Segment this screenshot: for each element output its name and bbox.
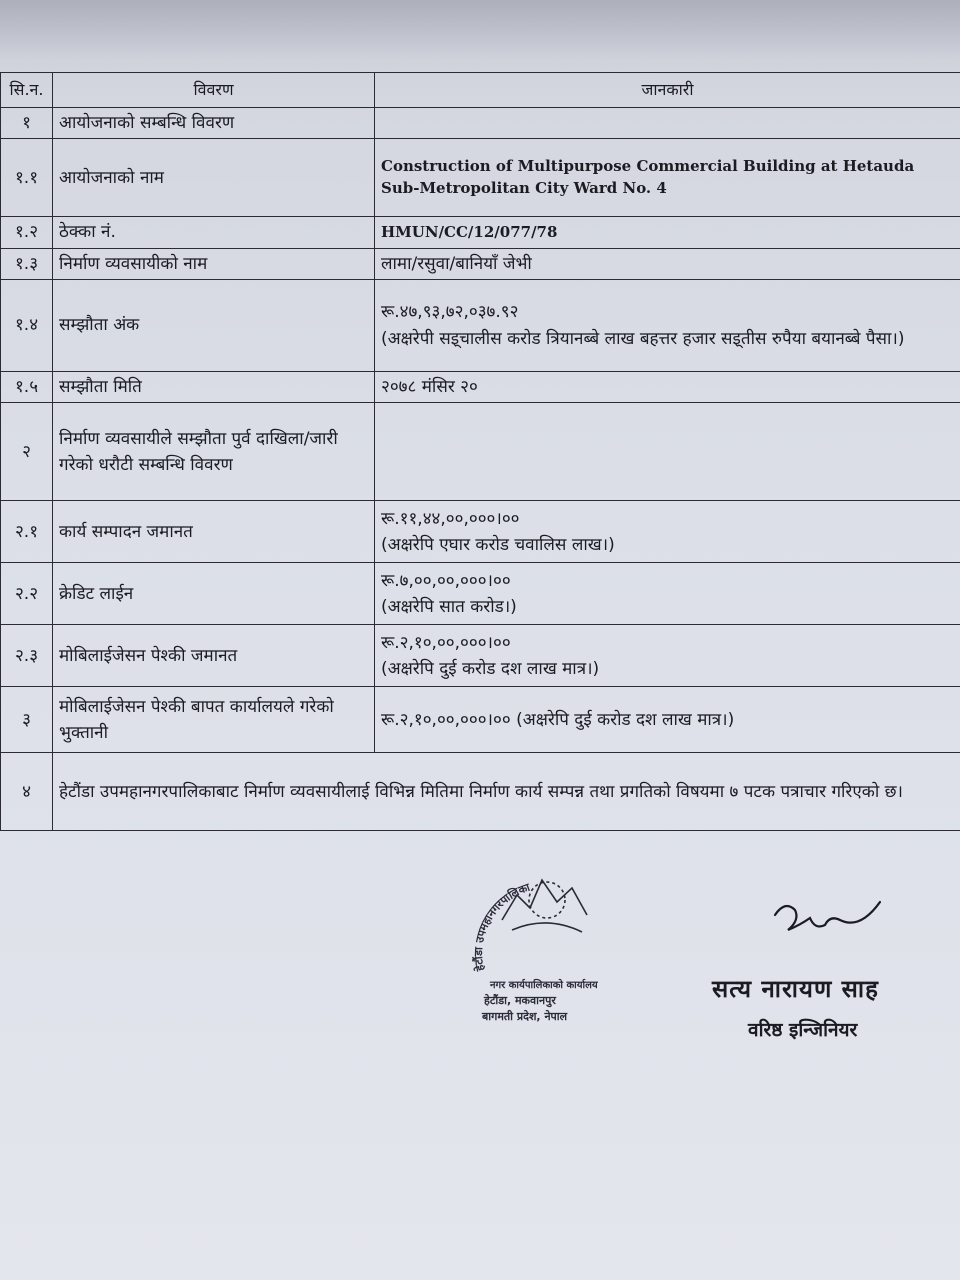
svg-text:हेटौंडा उपमहानगरपालिका: [471, 880, 533, 973]
row-description: मोबिलाईजेसन पेश्की जमानत: [53, 625, 375, 687]
row-description: क्रेडिट लाईन: [53, 563, 375, 625]
credit-line-cell: [375, 563, 960, 625]
performance-guarantee-cell: [375, 501, 960, 563]
details-table: [0, 72, 960, 831]
row-sn: १.२: [1, 217, 53, 248]
document-table-wrapper: [0, 72, 960, 831]
office-seal-stamp: [462, 860, 632, 1025]
agreement-amount-value: रू.४७,९३,७२,०३७.९२: [381, 302, 519, 323]
row-description: कार्य सम्पादन जमानत: [53, 501, 375, 563]
row-description: मोबिलाईजेसन पेश्की बापत कार्यालयले गरेको भुक्तानी: [53, 687, 375, 753]
handwritten-signature: [770, 890, 890, 950]
performance-guarantee-value: रू.११,४४,००,०००।००: [381, 508, 520, 529]
seal-line4: बागमती प्रदेश, नेपाल: [482, 1010, 568, 1023]
agreement-amount-cell: [375, 280, 960, 372]
header-sn: सि.न.: [1, 73, 53, 108]
table-row: [1, 687, 960, 753]
table-row: [1, 108, 960, 139]
row-sn: १.१: [1, 139, 53, 217]
mobilization-payment-value: रू.२,१०,००,०००।०० (अक्षरेपि दुई करोड दश लाख मात्र।): [375, 687, 960, 753]
row-sn: २: [1, 403, 53, 501]
table-header-row: [1, 73, 960, 108]
table-row: [1, 501, 960, 563]
mobilization-guarantee-words: (अक्षरेपि दुई करोड दश लाख मात्र।): [381, 658, 600, 679]
contract-number-value: HMUN/CC/12/077/78: [375, 217, 960, 248]
row-description: सम्झौता अंक: [53, 280, 375, 372]
header-description: विवरण: [53, 73, 375, 108]
agreement-amount-words: (अक्षरेपी सइ्चालीस करोड त्रियानब्बे लाख बहत्तर हजार सइ्तीस रुपैया बयानब्बे पैसा।): [381, 328, 905, 349]
table-row: [1, 248, 960, 279]
table-row: [1, 372, 960, 403]
row-description: आयोजनाको नाम: [53, 139, 375, 217]
row-description: निर्माण व्यवसायीले सम्झौता पुर्व दाखिला/जारी गरेको धरौटी सम्बन्धि विवरण: [53, 403, 375, 501]
seal-line3: हेटौंडा, मकवानपुर: [484, 994, 556, 1007]
table-row: [1, 403, 960, 501]
row-sn: २.१: [1, 501, 53, 563]
table-row: [1, 139, 960, 217]
row-sn: २.२: [1, 563, 53, 625]
signer-name: सत्य नारायण साह: [712, 975, 879, 1003]
table-row: [1, 217, 960, 248]
table-row: [1, 753, 960, 831]
table-row: [1, 625, 960, 687]
row-description: निर्माण व्यवसायीको नाम: [53, 248, 375, 279]
signer-title: वरिष्ठ इन्जिनियर: [748, 1019, 858, 1041]
table-row: [1, 280, 960, 372]
table-row: [1, 563, 960, 625]
performance-guarantee-words: (अक्षरेपि एघार करोड चवालिस लाख।): [381, 534, 615, 555]
contractor-name-value: लामा/रसुवा/बानियाँ जेभी: [375, 248, 960, 279]
seal-line2: नगर कार्यपालिकाको कार्यालय: [490, 980, 598, 991]
row-sn: ४: [1, 753, 53, 831]
row-sn: २.३: [1, 625, 53, 687]
mobilization-guarantee-cell: [375, 625, 960, 687]
mobilization-guarantee-value: रू.२,१०,००,०००।००: [381, 632, 511, 653]
header-info: जानकारी: [375, 73, 960, 108]
row-description: ठेक्का नं.: [53, 217, 375, 248]
correspondence-note: हेटौंडा उपमहानगरपालिकाबाट निर्माण व्यवसायीलाई विभिन्न मितिमा निर्माण कार्य सम्पन्न तथा प्रगतिको विषयमा ७ पटक पत्राचार गरिएको छ।: [53, 753, 960, 831]
row-description: आयोजनाको सम्बन्धि विवरण: [53, 108, 375, 139]
agreement-date-value: २०७८ मंसिर २०: [375, 372, 960, 403]
row-sn: ३: [1, 687, 53, 753]
row-info: [375, 403, 960, 501]
project-name-value: Construction of Multipurpose Commercial Building at Hetauda Sub-Metropolitan City Ward No. 4: [375, 139, 960, 217]
credit-line-value: रू.७,००,००,०००।००: [381, 570, 511, 591]
row-sn: १.४: [1, 280, 53, 372]
row-info: [375, 108, 960, 139]
seal-line1: हेटौंडा उपमहानगरपालिका: [471, 880, 532, 973]
credit-line-words: (अक्षरेपि सात करोड।): [381, 596, 517, 617]
signature-area: [0, 860, 960, 1060]
top-shadow: [0, 0, 960, 60]
row-sn: १: [1, 108, 53, 139]
row-sn: १.३: [1, 248, 53, 279]
row-description: सम्झौता मिति: [53, 372, 375, 403]
row-sn: १.५: [1, 372, 53, 403]
